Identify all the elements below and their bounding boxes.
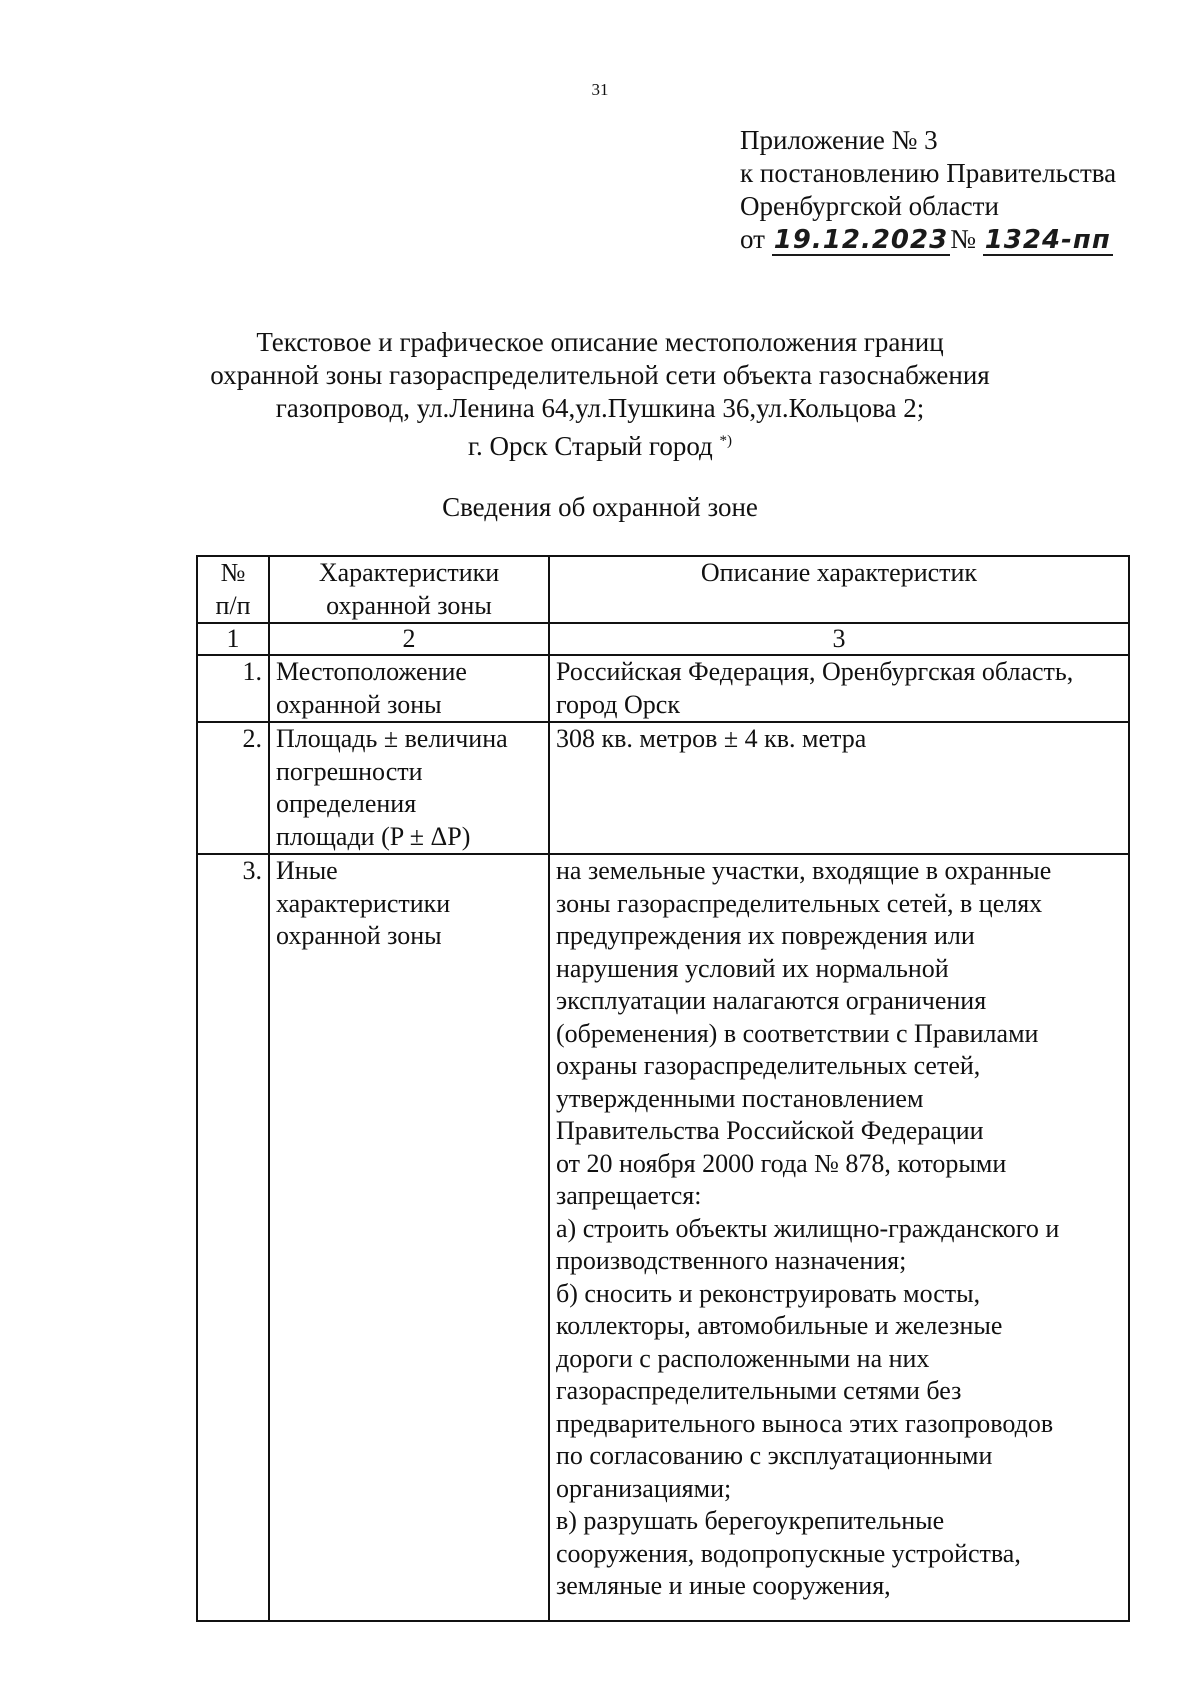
row-description-line: на земельные участки, входящие в охранные xyxy=(556,856,1052,885)
appendix-line-3: Оренбургской области xyxy=(740,191,999,221)
row-description-line: город Орск xyxy=(556,689,680,719)
row-description-line: Российская Федерация, Оренбургская область, xyxy=(556,657,1074,686)
table-header-row xyxy=(197,556,1129,623)
row-description-line: предупреждения их повреждения или xyxy=(556,921,975,950)
row-description-line: запрещается: xyxy=(556,1181,702,1210)
appendix-block xyxy=(740,124,1116,256)
row-name xyxy=(269,854,549,1621)
row-description-line: земляные и иные сооружения, xyxy=(556,1571,891,1600)
row-description-line: организациями; xyxy=(556,1473,732,1503)
table-row xyxy=(197,854,1129,1621)
header-characteristics-cell xyxy=(269,556,549,623)
handwritten-date: 19.12.2023 xyxy=(773,225,949,255)
date-prefix: от xyxy=(740,224,765,254)
protection-zone-table xyxy=(196,555,1130,1622)
title-line-4: г. Орск Старый город xyxy=(467,431,713,461)
row-name-line: охранной зоны xyxy=(276,689,442,719)
row-description-line: от 20 ноября 2000 года № 878, которыми xyxy=(556,1148,1007,1178)
appendix-line-1: Приложение № 3 xyxy=(740,125,938,155)
row-name-line: погрешности xyxy=(276,756,423,786)
row-number: 3. xyxy=(197,854,269,1621)
row-name-line: площади (P ± ΔP) xyxy=(276,821,471,851)
row-description-line: дороги с расположенными на них xyxy=(556,1343,930,1373)
handwritten-number: 1324-пп xyxy=(984,225,1111,255)
appendix-line-2: к постановлению Правительства xyxy=(740,158,1117,188)
row-description-line: (обременения) в соответствии с Правилами xyxy=(556,1018,1039,1048)
column-number-row xyxy=(197,623,1129,655)
header-characteristics-line-1: Характеристики xyxy=(318,558,500,587)
row-description xyxy=(549,854,1129,1621)
header-description-cell xyxy=(549,556,1129,623)
row-description-line: сооружения, водопропускные устройства, xyxy=(556,1538,1021,1568)
row-name-line: Местоположение xyxy=(276,657,467,686)
row-description-line: зоны газораспределительных сетей, в целях xyxy=(556,888,1043,918)
row-description-line: б) сносить и реконструировать мосты, xyxy=(556,1278,981,1308)
header-number-line-1: № xyxy=(220,558,246,587)
footnote-mark: *) xyxy=(719,433,733,449)
row-name-line: Иные xyxy=(276,856,338,885)
row-description xyxy=(549,722,1129,854)
row-description-line: 308 кв. метров ± 4 кв. метра xyxy=(556,724,867,753)
row-description-line: эксплуатации налагаются ограничения xyxy=(556,986,987,1015)
title-line-3: газопровод, ул.Ленина 64,ул.Пушкина 36,ул.Кольцова 2; xyxy=(275,393,925,423)
row-description xyxy=(549,655,1129,722)
row-number: 2. xyxy=(197,722,269,854)
row-description-line: охраны газораспределительных сетей, xyxy=(556,1051,981,1080)
row-description-line: нарушения условий их нормальной xyxy=(556,953,949,983)
row-description-line: газораспределительными сетями без xyxy=(556,1376,962,1405)
document-title xyxy=(0,326,1200,463)
title-line-2: охранной зоны газораспределительной сети объекта газоснабжения xyxy=(210,360,990,390)
row-description-line: в) разрушать берегоукрепительные xyxy=(556,1506,945,1535)
header-number-line-2: п/п xyxy=(215,590,251,620)
row-name-line: определения xyxy=(276,789,417,818)
row-name-line: Площадь ± величина xyxy=(276,724,508,753)
page-number: 31 xyxy=(591,80,609,99)
column-number-1: 1 xyxy=(197,623,269,655)
title-line-4-wrap xyxy=(0,425,1200,463)
row-number: 1. xyxy=(197,655,269,722)
row-description-line: коллекторы, автомобильные и железные xyxy=(556,1311,1003,1340)
header-description: Описание характеристик xyxy=(700,558,978,587)
table-row xyxy=(197,722,1129,854)
section-title: Сведения об охранной зоне xyxy=(442,492,758,522)
header-characteristics-line-2: охранной зоны xyxy=(326,590,492,620)
row-description-line: производственного назначения; xyxy=(556,1246,907,1275)
row-name-line: характеристики xyxy=(276,888,451,918)
number-sign: № xyxy=(950,224,976,254)
table-row xyxy=(197,655,1129,722)
row-name-line: охранной зоны xyxy=(276,921,442,950)
row-name xyxy=(269,655,549,722)
row-description-line: Правительства Российской Федерации xyxy=(556,1116,984,1145)
title-line-1: Текстовое и графическое описание местоположения границ xyxy=(256,327,944,357)
header-number-cell xyxy=(197,556,269,623)
column-number-3: 3 xyxy=(549,623,1129,655)
row-description-line: а) строить объекты жилищно-гражданского и xyxy=(556,1213,1060,1243)
row-description-line: предварительного выноса этих газопроводов xyxy=(556,1408,1054,1438)
row-description-line: утвержденными постановлением xyxy=(556,1083,924,1113)
row-name xyxy=(269,722,549,854)
column-number-2: 2 xyxy=(269,623,549,655)
row-description-line: по согласованию с эксплуатационными xyxy=(556,1441,993,1470)
appendix-date-line xyxy=(740,223,1116,256)
